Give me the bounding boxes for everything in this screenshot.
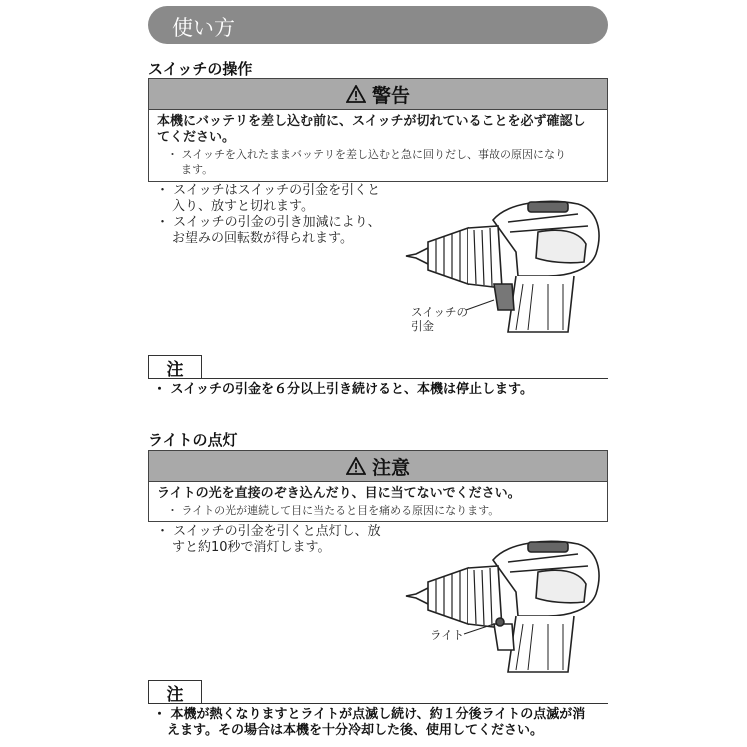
light-bullets — [156, 524, 406, 556]
switch-trigger-callout: スイッチの 引金 — [411, 305, 469, 333]
note-label-1: 注 — [148, 355, 202, 379]
caution-sub-line1: ・ ライトの光が連続して目に当たると目を痛める原因になります。 — [167, 504, 500, 517]
warning-sub-line2: ます。 — [181, 163, 214, 176]
light-callout: ライト — [430, 628, 465, 642]
switch-section-title: スイッチの操作 — [148, 60, 253, 78]
note-text-1: ・ スイッチの引金を６分以上引き続けると、本機は停止します。 — [153, 382, 533, 397]
caution-main-line1: ライトの光を直接のぞき込んだり、目に当てないでください。 — [157, 486, 521, 501]
warning-main-line1: 本機にバッテリを差し込む前に、スイッチが切れていることを必ず確認し — [157, 114, 586, 129]
warning-box — [148, 78, 608, 182]
bullet-item: ・ スイッチの引金を引くと点灯し、放 すと約10秒で消灯します。 — [156, 524, 381, 555]
warning-triangle-icon — [346, 85, 366, 103]
bullet-item: ・ スイッチの引金の引き加減により、 お望みの回転数が得られます。 — [156, 215, 381, 246]
light-section-title: ライトの点灯 — [148, 431, 238, 449]
note-divider-2 — [148, 703, 608, 704]
caution-triangle-icon — [346, 457, 366, 475]
note-divider-1 — [148, 378, 608, 379]
drill-illustration-light — [398, 532, 608, 682]
note-label-2: 注 — [148, 680, 202, 704]
bullet-item: ・ スイッチはスイッチの引金を引くと 入り、放すと切れます。 — [156, 183, 381, 214]
banner-title: 使い方 — [172, 16, 235, 40]
switch-bullets — [156, 183, 406, 247]
section-banner — [148, 6, 608, 44]
warning-header — [149, 79, 607, 110]
note-text-2: ・ 本機が熱くなりますとライトが点滅し続け、約１分後ライトの点滅が消 えます。その場合は本機を十分冷却した後、使用してください。 — [153, 707, 586, 738]
caution-box — [148, 450, 608, 522]
caution-label: 注意 — [371, 456, 410, 479]
warning-label: 警告 — [371, 84, 410, 107]
caution-header — [149, 451, 607, 482]
warning-main-line2: てください。 — [157, 130, 236, 145]
warning-sub-line1: ・ スイッチを入れたままバッテリを差し込むと急に回りだし、事故の原因になり — [167, 148, 567, 161]
